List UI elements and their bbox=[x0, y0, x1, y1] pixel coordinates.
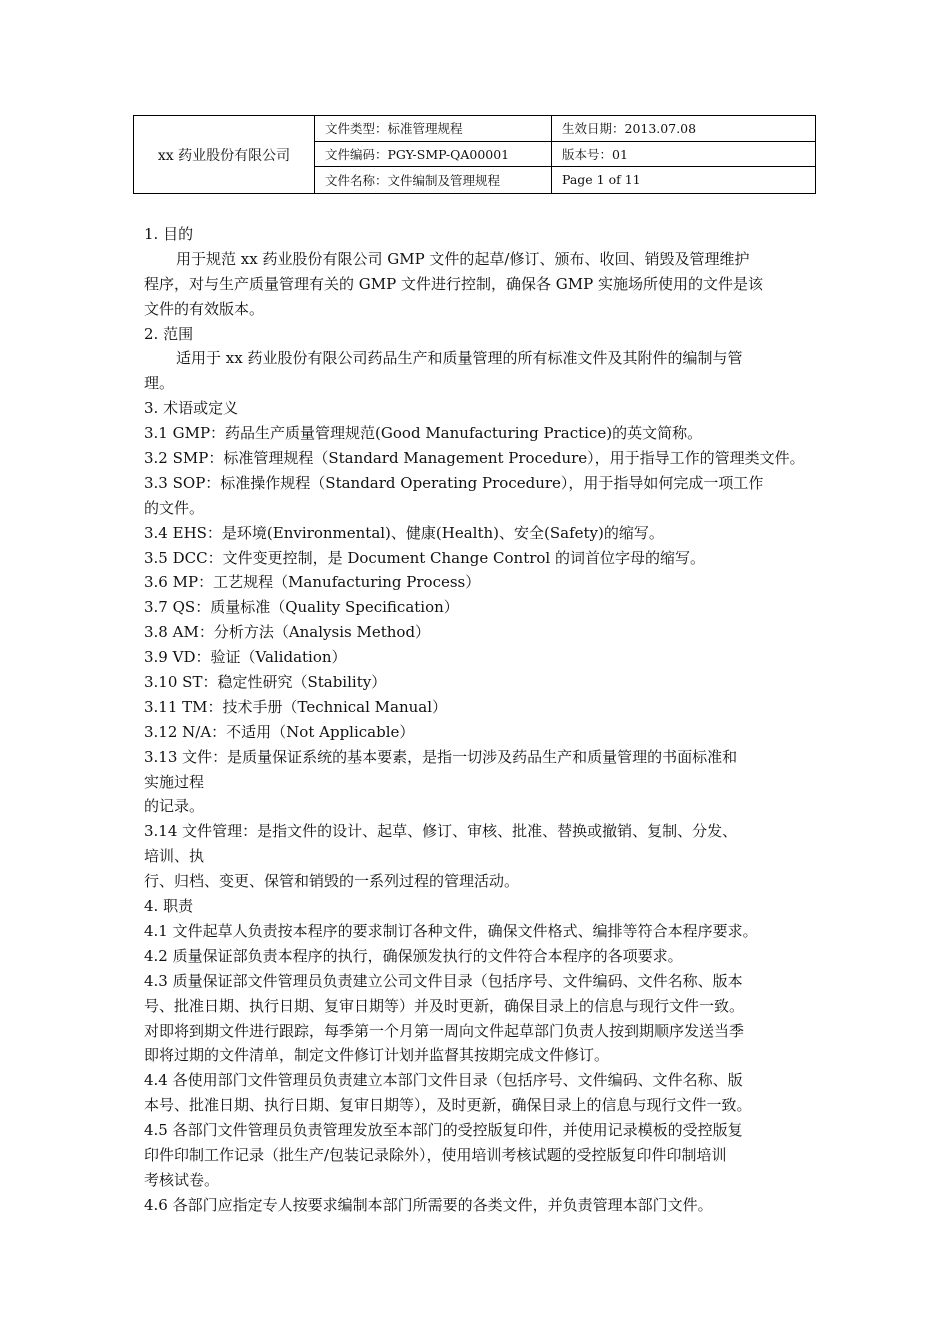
definition-item: 3.3 SOP：标准操作规程（Standard Operating Procedure），用于指导如何完成一项工作 bbox=[144, 473, 764, 492]
paragraph-line: 本号、批准日期、执行日期、复审日期等），及时更新，确保目录上的信息与现行文件一致。 bbox=[144, 1096, 752, 1115]
paragraph-line: 培训、执 bbox=[144, 847, 205, 866]
definition-item: 3.9 VD：验证（Validation） bbox=[144, 648, 347, 667]
paragraph-line: 实施过程 bbox=[144, 772, 205, 791]
paragraph-line: 号、批准日期、执行日期、复审日期等）并及时更新，确保目录上的信息与现行文件一致。 bbox=[144, 996, 745, 1015]
paragraph-line: 的记录。 bbox=[144, 797, 205, 816]
paragraph-line: 对即将到期文件进行跟踪，每季第一个月第一周向文件起草部门负责人按到期顺序发送当季 bbox=[144, 1021, 745, 1040]
definition-item: 3.7 QS：质量标准（Quality Specification） bbox=[144, 598, 459, 617]
definition-item: 3.13 文件：是质量保证系统的基本要素，是指一切涉及药品生产和质量管理的书面标准和 bbox=[144, 747, 738, 766]
doc-code: 文件编码：PGY-SMP-QA00001 bbox=[315, 142, 552, 167]
definition-item: 3.1 GMP：药品生产质量管理规范(Good Manufacturing Practice)的英文简称。 bbox=[144, 424, 703, 443]
responsibility-item: 4.2 质量保证部负责本程序的执行，确保颁发执行的文件符合本程序的各项要求。 bbox=[144, 946, 683, 965]
section-heading-scope: 2. 范围 bbox=[144, 324, 194, 343]
effective-date: 生效日期：2013.07.08 bbox=[562, 121, 697, 137]
definition-item: 3.6 MP：工艺规程（Manufacturing Process） bbox=[144, 573, 481, 592]
responsibility-item: 4.3 质量保证部文件管理员负责建立公司文件目录（包括序号、文件编码、文件名称、版本 bbox=[144, 971, 743, 990]
version-number: 版本号：01 bbox=[562, 146, 628, 162]
definition-item: 3.12 N/A：不适用（Not Applicable） bbox=[144, 722, 415, 741]
paragraph-line: 即将过期的文件清单，制定文件修订计划并监督其按期完成文件修订。 bbox=[144, 1046, 610, 1065]
paragraph-line: 考核试卷。 bbox=[144, 1170, 220, 1189]
definition-item: 3.4 EHS：是环境(Environmental)、健康(Health)、安全(Safety)的缩写。 bbox=[144, 523, 664, 542]
header-row-1 bbox=[315, 116, 815, 142]
definition-item: 3.2 SMP：标准管理规程（Standard Management Procedure），用于指导工作的管理类文件。 bbox=[144, 449, 805, 468]
responsibility-item: 4.4 各使用部门文件管理员负责建立本部门文件目录（包括序号、文件编码、文件名称、版 bbox=[144, 1071, 743, 1090]
paragraph-line: 用于规范 xx 药业股份有限公司 GMP 文件的起草/修订、颁布、收回、销毁及管理维护 bbox=[176, 249, 750, 268]
responsibility-item: 4.1 文件起草人负责按本程序的要求制订各种文件，确保文件格式、编排等符合本程序要求。 bbox=[144, 921, 758, 940]
definition-item: 3.14 文件管理：是指文件的设计、起草、修订、审核、批准、替换或撤销、复制、分发、 bbox=[144, 822, 738, 841]
paragraph-line: 文件的有效版本。 bbox=[144, 299, 265, 318]
paragraph-line: 理。 bbox=[144, 374, 175, 393]
header-row-2 bbox=[315, 142, 815, 168]
company-name: xx 药业股份有限公司 bbox=[134, 116, 315, 193]
paragraph-line: 程序，对与生产质量管理有关的 GMP 文件进行控制，确保各 GMP 实施场所使用的文件是该 bbox=[144, 274, 763, 293]
section-heading-definitions: 3. 术语或定义 bbox=[144, 399, 239, 418]
section-heading-responsibilities: 4. 职责 bbox=[144, 897, 194, 916]
page-number: Page 1 of 11 bbox=[562, 172, 641, 188]
paragraph-line: 的文件。 bbox=[144, 498, 205, 517]
doc-type: 文件类型：标准管理规程 bbox=[315, 116, 552, 141]
doc-name: 文件名称：文件编制及管理规程 bbox=[315, 167, 552, 193]
document-body bbox=[144, 222, 812, 1218]
paragraph-line: 印件印制工作记录（批生产/包装记录除外），使用培训考核试题的受控版复印件印制培训 bbox=[144, 1145, 727, 1164]
responsibility-item: 4.5 各部门文件管理员负责管理发放至本部门的受控版复印件，并使用记录模板的受控版复 bbox=[144, 1121, 743, 1140]
header-row-3 bbox=[315, 167, 815, 193]
document-header-table bbox=[133, 115, 816, 194]
paragraph-line: 适用于 xx 药业股份有限公司药品生产和质量管理的所有标准文件及其附件的编制与管 bbox=[176, 349, 743, 368]
responsibility-item: 4.6 各部门应指定专人按要求编制本部门所需要的各类文件，并负责管理本部门文件。 bbox=[144, 1195, 713, 1214]
paragraph-line: 行、归档、变更、保管和销毁的一系列过程的管理活动。 bbox=[144, 872, 520, 891]
definition-item: 3.8 AM：分析方法（Analysis Method） bbox=[144, 623, 431, 642]
definition-item: 3.5 DCC：文件变更控制，是 Document Change Control 的词首位字母的缩写。 bbox=[144, 548, 706, 567]
definition-item: 3.10 ST：稳定性研究（Stability） bbox=[144, 673, 387, 692]
section-heading-purpose: 1. 目的 bbox=[144, 225, 194, 243]
definition-item: 3.11 TM：技术手册（Technical Manual） bbox=[144, 697, 448, 716]
